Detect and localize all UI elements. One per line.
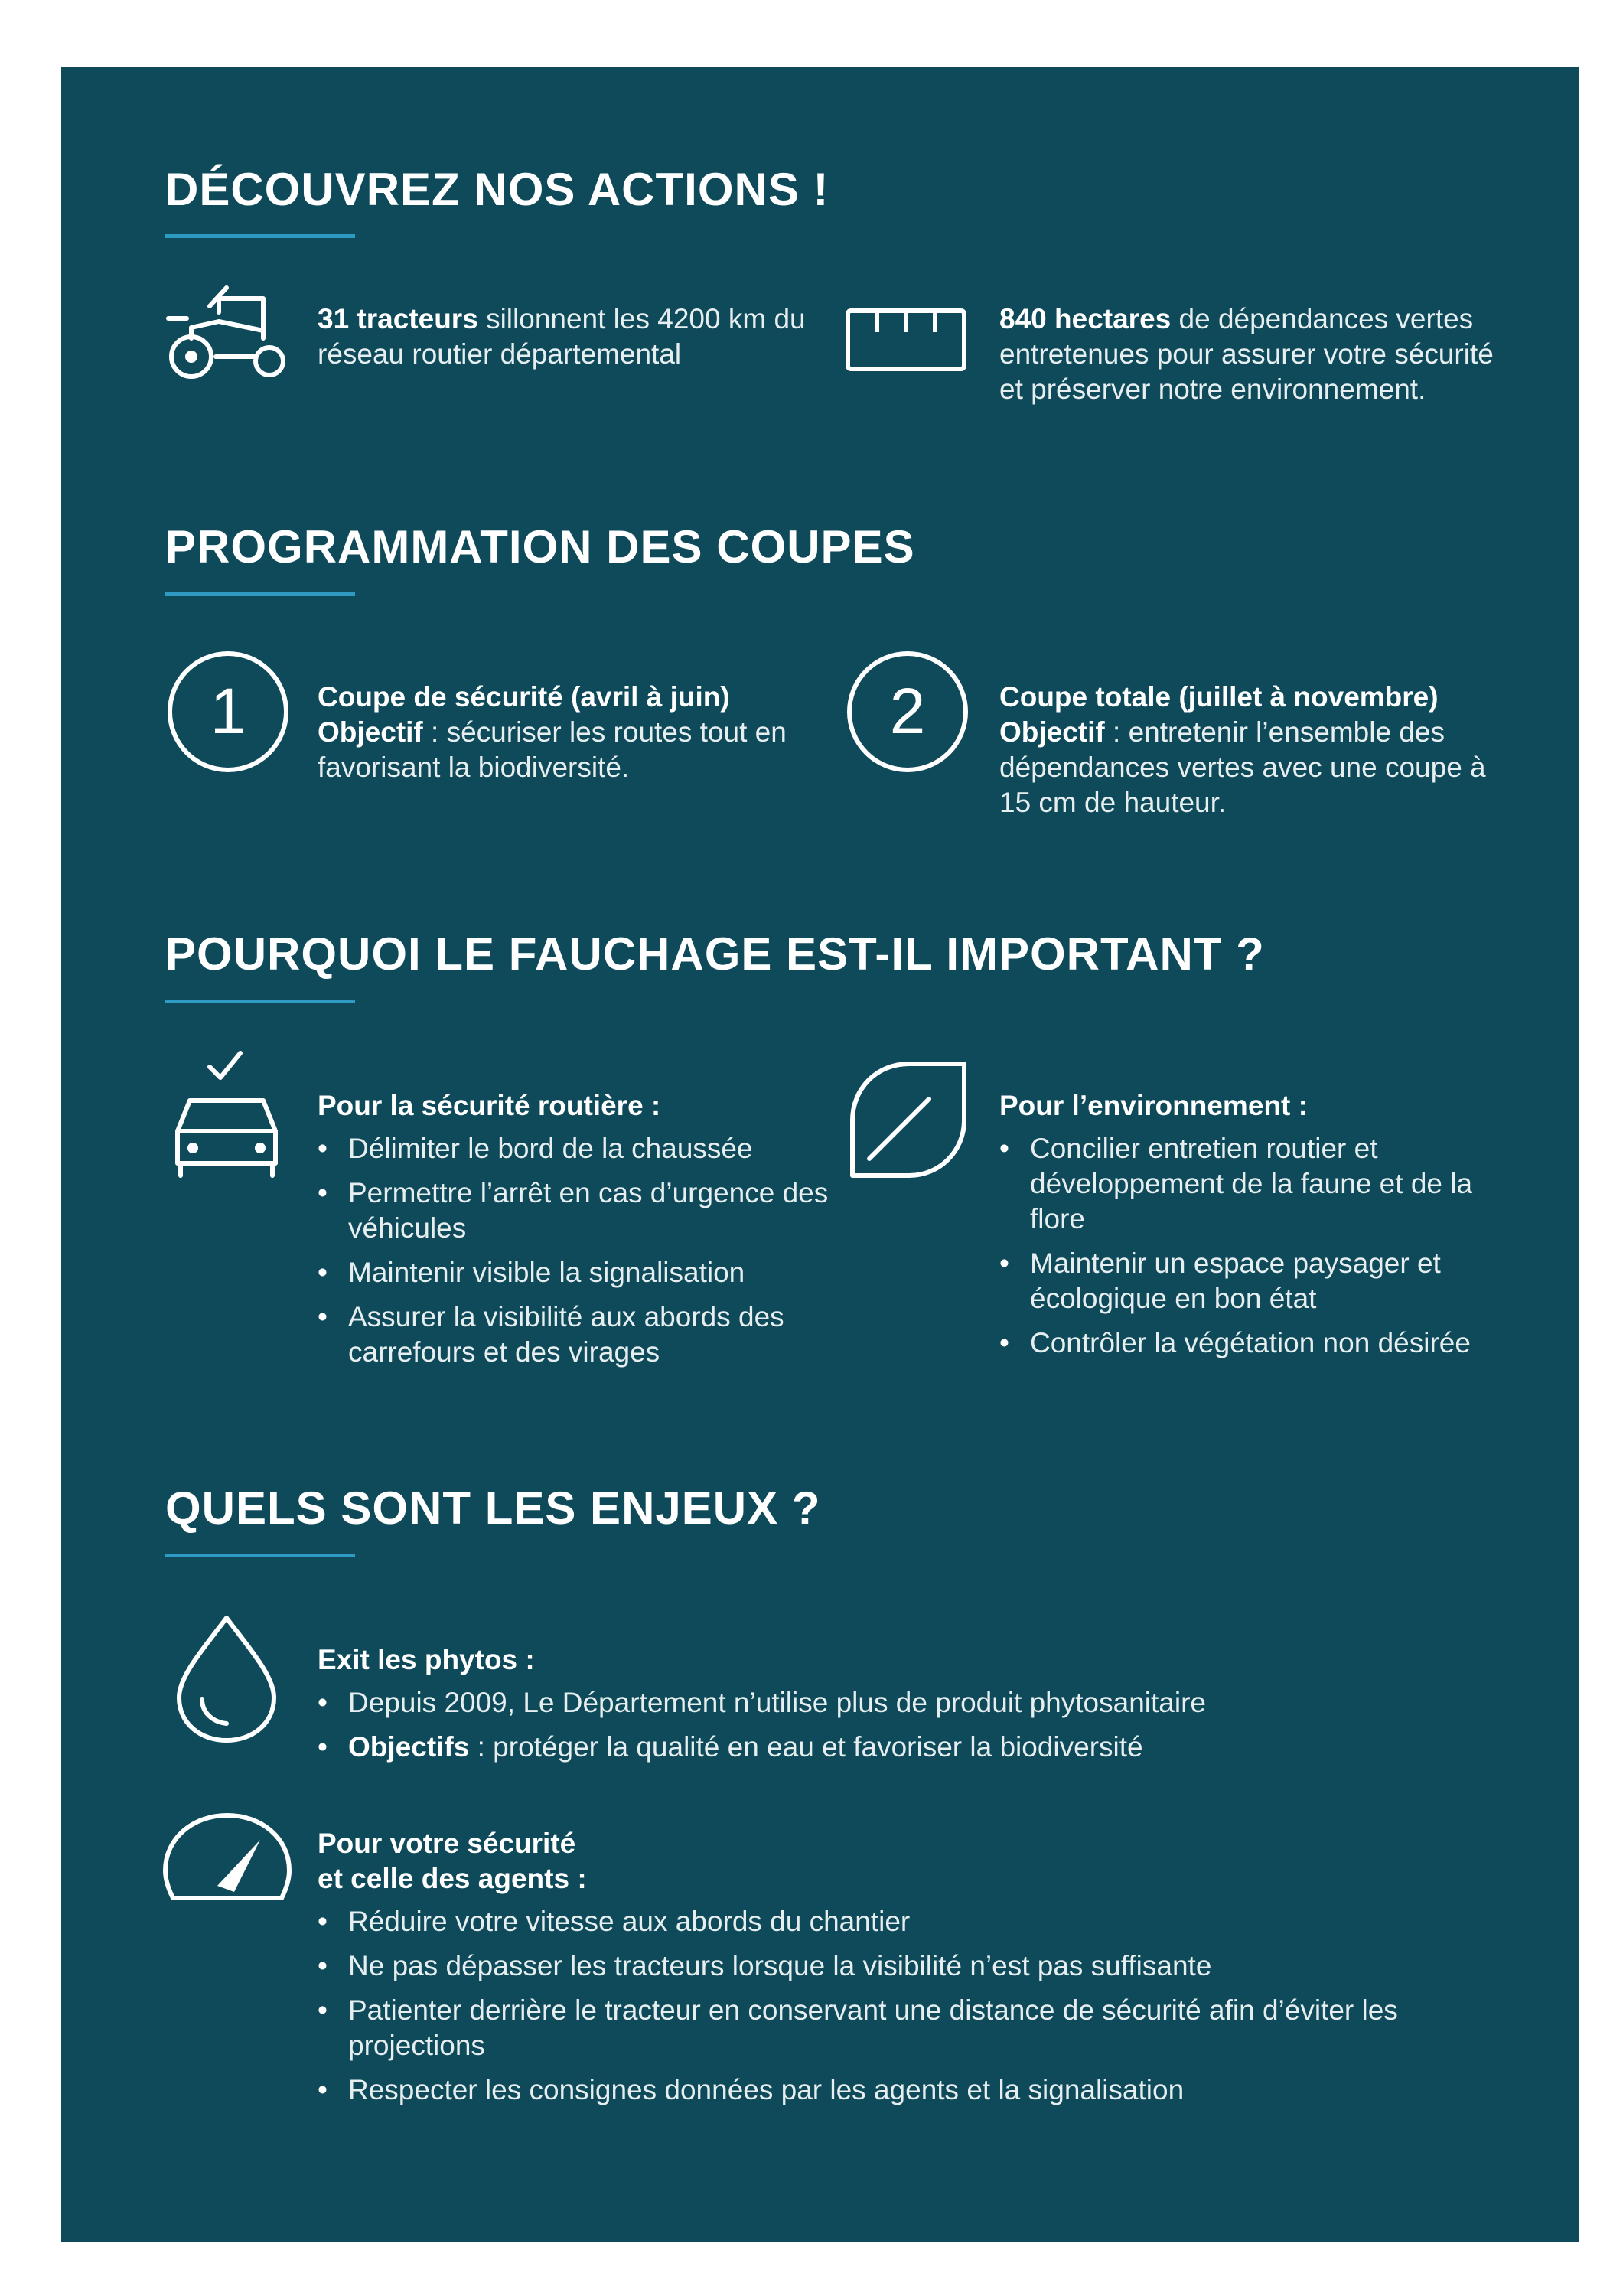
list-item: • Permettre l’arrêt en cas d’urgence des véhicules: [318, 1176, 853, 1246]
agents-heading-line2: et celle des agents :: [318, 1863, 587, 1894]
coupe-totale-objective: : entretenir l’ensemble des dépendances vertes avec une coupe à 15 cm de hauteur.: [999, 716, 1486, 818]
agents-block: [318, 1826, 1542, 2117]
environnement-list: [999, 1131, 1535, 1361]
section-title-actions: DÉCOUVREZ NOS ACTIONS !: [165, 164, 829, 215]
objective-label: Objectif: [999, 716, 1105, 748]
objectifs-label: Objectifs: [348, 1731, 470, 1763]
number-one-glyph: 1: [210, 675, 246, 747]
objectifs-text: : protéger la qualité en eau et favoriser la biodiversité: [469, 1731, 1143, 1763]
list-item: • Respecter les consignes données par les agents et la signalisation: [318, 2073, 1542, 2108]
tractors-count: 31 tracteurs: [318, 303, 478, 334]
hectares-description: de dépendances vertes entretenues pour assurer votre sécurité et préserver notre environnement.: [999, 303, 1494, 405]
list-item: • Maintenir un espace paysager et écologique en bon état: [999, 1246, 1535, 1316]
list-item: • Concilier entretien routier et développement de la faune et de la flore: [999, 1131, 1535, 1237]
list-item: • Depuis 2009, Le Département n’utilise plus de produit phytosanitaire: [318, 1685, 1542, 1720]
section-title-pourquoi: POURQUOI LE FAUCHAGE EST-IL IMPORTANT ?: [165, 928, 1265, 980]
section-underline: [165, 592, 355, 596]
environnement-block: [999, 1088, 1535, 1370]
water-drop-icon: [173, 1613, 280, 1743]
car-check-icon: [173, 1049, 280, 1179]
tractor-icon: [165, 282, 288, 381]
section-title-enjeux: QUELS SONT LES ENJEUX ?: [165, 1482, 821, 1534]
actions-left-text: [318, 302, 807, 372]
coupe-securite-heading: Coupe de sécurité (avril à juin): [318, 681, 730, 713]
list-item: • Maintenir visible la signalisation: [318, 1255, 853, 1290]
list-item: • Assurer la visibilité aux abords des carrefours et des virages: [318, 1300, 853, 1370]
agents-list: [318, 1904, 1542, 2108]
leaf-icon: [843, 1056, 973, 1186]
objective-label: Objectif: [318, 716, 423, 748]
hectares-count: 840 hectares: [999, 303, 1172, 334]
info-panel: [61, 67, 1579, 2242]
list-item: • Patienter derrière le tracteur en conservant une distance de sécurité afin d’éviter les projections: [318, 1993, 1419, 2063]
list-item: [318, 1730, 1542, 1765]
actions-right-text: [999, 302, 1497, 407]
number-one-icon: [165, 649, 291, 775]
list-item: • Réduire votre vitesse aux abords du chantier: [318, 1904, 1542, 1939]
list-item: • Délimiter le bord de la chaussée: [318, 1131, 853, 1166]
ruler-icon: [845, 303, 967, 377]
section-title-programmation: PROGRAMMATION DES COUPES: [165, 521, 915, 572]
section-underline: [165, 1554, 355, 1557]
number-two-glyph: 2: [889, 675, 926, 747]
securite-routiere-heading: Pour la sécurité routière :: [318, 1090, 661, 1121]
coupe-securite-block: [318, 680, 815, 785]
section-underline: [165, 1000, 355, 1003]
phytos-heading: Exit les phytos :: [318, 1644, 535, 1675]
phytos-block: [318, 1642, 1542, 1774]
speedometer-icon: [162, 1812, 292, 1904]
coupe-totale-heading: Coupe totale (juillet à novembre): [999, 681, 1439, 713]
list-item: • Ne pas dépasser les tracteurs lorsque la visibilité n’est pas suffisante: [318, 1949, 1542, 1984]
number-two-icon: [845, 649, 970, 775]
securite-routiere-block: [318, 1088, 853, 1379]
environnement-heading: Pour l’environnement :: [999, 1090, 1308, 1121]
tractors-description: sillonnent les 4200 km du réseau routier départemental: [318, 303, 806, 370]
phytos-list: [318, 1685, 1542, 1765]
section-underline: [165, 234, 355, 238]
coupe-securite-objective: : sécuriser les routes tout en favorisant la biodiversité.: [318, 716, 787, 783]
securite-routiere-list: [318, 1131, 853, 1370]
list-item: • Contrôler la végétation non désirée: [999, 1326, 1535, 1361]
coupe-totale-block: [999, 680, 1504, 820]
agents-heading-line1: Pour votre sécurité: [318, 1828, 576, 1859]
